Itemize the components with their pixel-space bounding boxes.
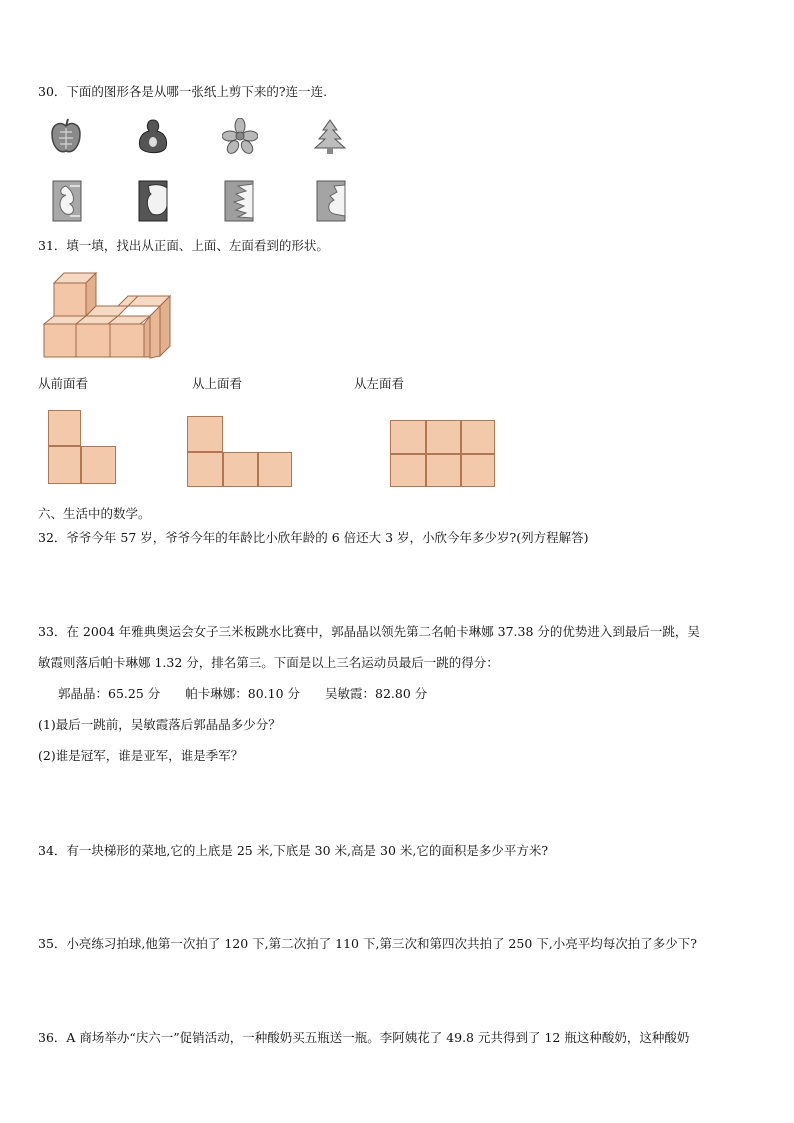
gourd-shape-icon bbox=[136, 118, 170, 156]
view-label-left: 从左面看 bbox=[354, 376, 405, 391]
grid-square bbox=[48, 446, 81, 484]
view-label-top: 从上面看 bbox=[192, 376, 243, 391]
question-33-line-1: 33．在 2004 年雅典奥运会女子三米板跳水比赛中，郭晶晶以领先第二名帕卡琳娜 37.38 分的优势进入到最后一跳，吴 bbox=[38, 624, 700, 639]
question-33-sub-2: (2)谁是冠军，谁是亚军，谁是季军？ bbox=[38, 748, 244, 763]
grid-square bbox=[426, 454, 461, 487]
grid-square bbox=[390, 420, 426, 454]
apple-shape-icon bbox=[50, 118, 82, 156]
paper-cut-c-icon bbox=[138, 180, 168, 222]
grid-square bbox=[81, 446, 116, 484]
flower-shape-icon bbox=[222, 118, 258, 154]
question-34-text: 34．有一块梯形的菜地,它的上底是 25 米,下底是 30 米,高是 30 米,它的面积是多少平方米? bbox=[38, 843, 549, 858]
grid-square bbox=[426, 420, 461, 454]
view-label-front: 从前面看 bbox=[38, 376, 89, 391]
paper-cut-zigzag-icon bbox=[224, 180, 254, 222]
tree-shape-icon bbox=[312, 118, 348, 156]
question-32-text: 32．爷爷今年 57 岁，爷爷今年的年龄比小欣年龄的 6 倍还大 3 岁，小欣今年多少岁?(列方程解答) bbox=[38, 530, 589, 545]
grid-square bbox=[223, 452, 258, 487]
cube-stack-figure bbox=[40, 268, 172, 360]
grid-square bbox=[461, 420, 495, 454]
section-6-heading: 六、生活中的数学。 bbox=[38, 506, 151, 521]
question-33-sub-1: (1)最后一跳前，吴敏霞落后郭晶晶多少分？ bbox=[38, 717, 281, 732]
grid-square bbox=[390, 454, 426, 487]
grid-square bbox=[187, 452, 223, 487]
question-33-line-2: 敏霞则落后帕卡琳娜 1.32 分，排名第三。下面是以上三名运动员最后一跳的得分： bbox=[38, 655, 499, 670]
question-35-text: 35．小亮练习拍球,他第一次拍了 120 下,第二次拍了 110 下,第三次和第四次共拍了 250 下,小亮平均每次拍了多少下? bbox=[38, 936, 697, 951]
grid-square bbox=[461, 454, 495, 487]
grid-square bbox=[48, 410, 81, 446]
grid-square bbox=[187, 416, 223, 452]
question-33-scores: 郭晶晶：65.25 分 帕卡琳娜：80.10 分 吴敏霞：82.80 分 bbox=[58, 686, 428, 701]
question-31-text: 31．填一填，找出从正面、上面、左面看到的形状。 bbox=[38, 238, 329, 253]
question-30-text: 30．下面的图形各是从哪一张纸上剪下来的?连一连. bbox=[38, 84, 328, 99]
paper-cut-notch-icon bbox=[316, 180, 346, 222]
grid-square bbox=[258, 452, 292, 487]
question-36-text: 36．A 商场举办“庆六一”促销活动，一种酸奶买五瓶送一瓶。李阿姨花了 49.8 元共得到了 12 瓶这种酸奶，这种酸奶 bbox=[38, 1030, 690, 1045]
paper-cut-e-icon bbox=[52, 180, 82, 222]
